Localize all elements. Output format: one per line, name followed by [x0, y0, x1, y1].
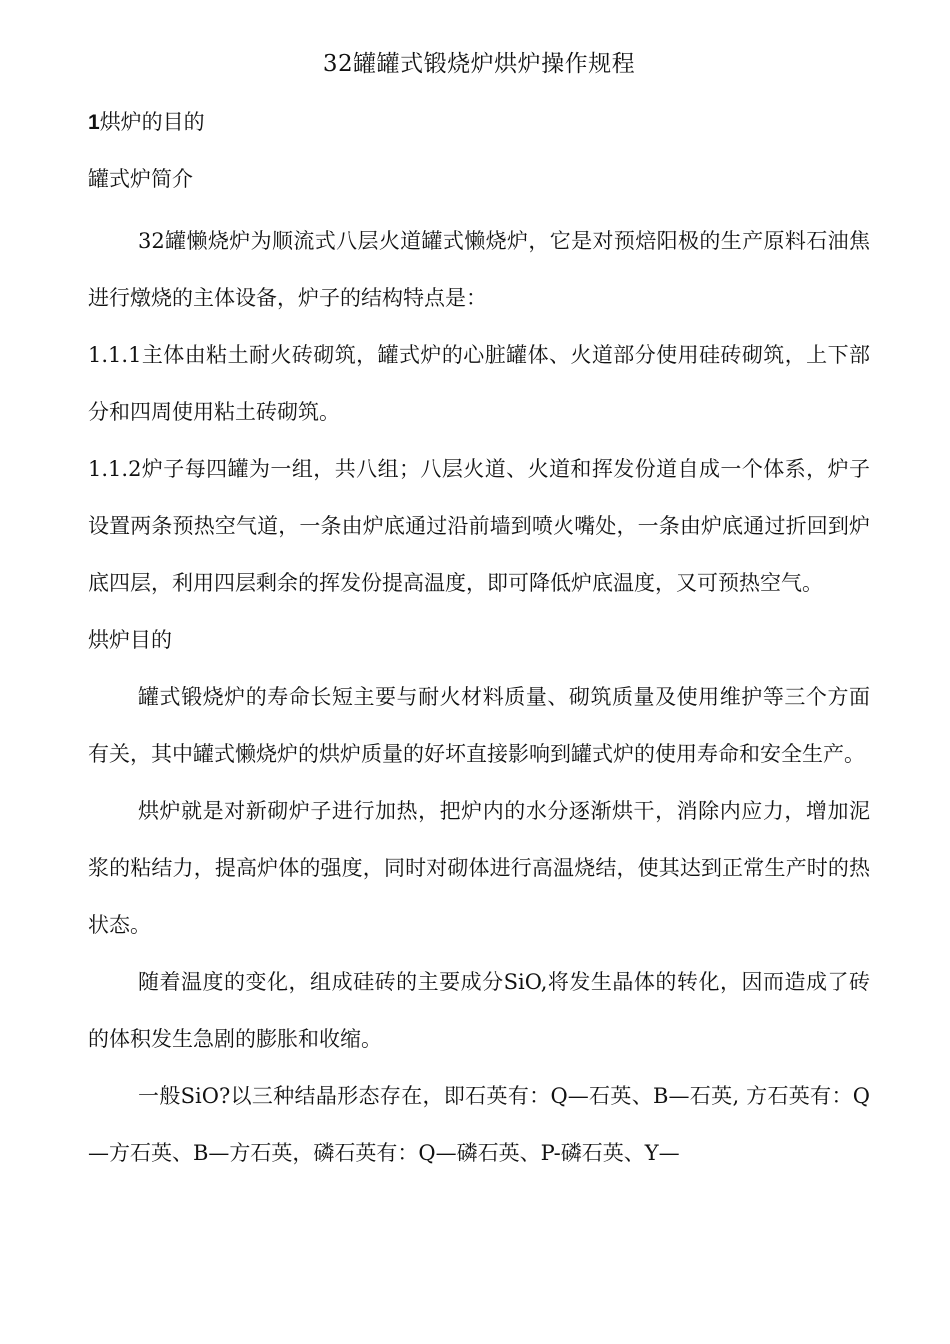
document-title: 32罐罐式锻烧炉烘炉操作规程: [322, 51, 636, 77]
paragraph-temperature: 随着温度的变化，组成硅砖的主要成分SiO,将发生晶体的转化，因而造成了砖的体积发生急剧的膨胀和收缩。: [88, 970, 870, 1051]
section-heading-1: [88, 104, 870, 141]
subheading-purpose: 烘炉目的: [88, 628, 172, 652]
section-number: 1: [88, 111, 100, 134]
subheading-intro: 罐式炉简介: [88, 167, 193, 191]
section-label: 烘炉的目的: [99, 110, 205, 134]
paragraph-sio2-forms: 一般SiO?以三种结晶形态存在，即石英有：Q—石英、B—石英, 方石英有：Q—方石英、B—方石英，磷石英有：Q—磷石英、P-磷石英、Y—: [88, 1084, 870, 1165]
paragraph-intro: 32罐懒烧炉为顺流式八层火道罐式懒烧炉，它是对预焙阳极的生产原料石油焦进行燉烧的主体设备，炉子的结构特点是：: [88, 229, 870, 310]
paragraph-1-1-2: 1.1.2炉子每四罐为一组，共八组；八层火道、火道和挥发份道自成一个体系，炉子设置两条预热空气道，一条由炉底通过沿前墙到喷火嘴处，一条由炉底通过折回到炉底四层，利用四层剩余的挥发份提高温度，即可降低炉底温度，又可预热空气。: [88, 457, 870, 595]
document-page: [88, 46, 870, 1182]
paragraph-baking: 烘炉就是对新砌炉子进行加热，把炉内的水分逐渐烘干，消除内应力，增加泥浆的粘结力，提高炉体的强度，同时对砌体进行高温烧结，使其达到正常生产时的热状态。: [88, 799, 870, 937]
paragraph-1-1-1: 1.1.1主体由粘土耐火砖砌筑，罐式炉的心脏罐体、火道部分使用硅砖砌筑，上下部分和四周使用粘土砖砌筑。: [88, 343, 870, 424]
paragraph-furnace-life: 罐式锻烧炉的寿命长短主要与耐火材料质量、砌筑质量及使用维护等三个方面有关，其中罐式懒烧炉的烘炉质量的好坏直接影响到罐式炉的使用寿命和安全生产。: [88, 685, 870, 766]
